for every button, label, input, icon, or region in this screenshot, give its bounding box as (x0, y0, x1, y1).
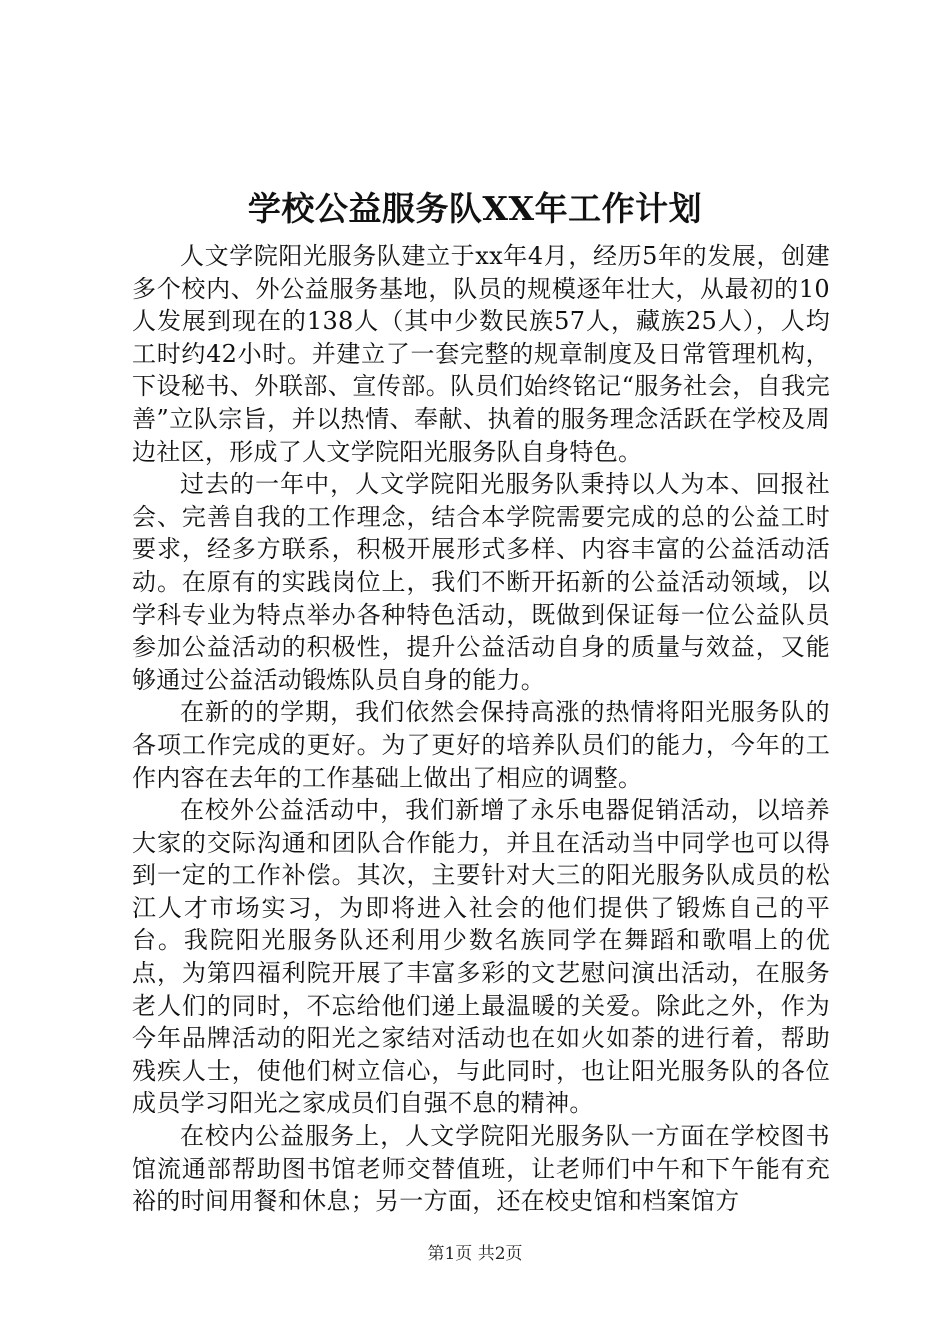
document-body (132, 240, 830, 1218)
document-title: 学校公益服务队XX年工作计划 (247, 189, 703, 228)
paragraph-2: 过去的一年中，人文学院阳光服务队秉持以人为本、回报社会、完善自我的工作理念，结合本学院需要完成的总的公益工时要求，经多方联系，积极开展形式多样、内容丰富的公益活动活动。在原有的实践岗位上，我们不断开拓新的公益活动领域，以学科专业为特点举办各种特色活动，既做到保证每一位公益队员参加公益活动的积极性，提升公益活动自身的质量与效益，又能够通过公益活动锻炼队员自身的能力。 (132, 470, 830, 694)
paragraph-1: 人文学院阳光服务队建立于xx年4月，经历5年的发展，创建多个校内、外公益服务基地，队员的规模逐年壮大，从最初的10人发展到现在的138人（其中少数民族57人，藏族25人），人均工时约42小时。并建立了一套完整的规章制度及日常管理机构，下设秘书、外联部、宣传部。队员们始终铭记“服务社会，自我完善”立队宗旨，并以热情、奉献、执着的服务理念活跃在学校及周边社区，形成了人文学院阳光服务队自身特色。 (132, 242, 830, 466)
paragraph-4: 在校外公益活动中，我们新增了永乐电器促销活动，以培养大家的交际沟通和团队合作能力，并且在活动当中同学也可以得到一定的工作补偿。其次，主要针对大三的阳光服务队成员的松江人才市场实习，为即将进入社会的他们提供了锻炼自己的平台。我院阳光服务队还利用少数名族同学在舞蹈和歌唱上的优点，为第四福利院开展了丰富多彩的文艺慰问演出活动，在服务老人们的同时，不忘给他们递上最温暖的关爱。除此之外，作为今年品牌活动的阳光之家结对活动也在如火如荼的进行着，帮助残疾人士，使他们树立信心，与此同时，也让阳光服务队的各位成员学习阳光之家成员们自强不息的精神。 (132, 796, 830, 1118)
paragraph-5: 在校内公益服务上，人文学院阳光服务队一方面在学校图书馆流通部帮助图书馆老师交替值班，让老师们中午和下午能有充裕的时间用餐和休息；另一方面，还在校史馆和档案馆方 (132, 1122, 830, 1216)
page-number-footer: 第1页 共2页 (427, 1244, 523, 1264)
paragraph-3: 在新的的学期，我们依然会保持高涨的热情将阳光服务队的各项工作完成的更好。为了更好的培养队员们的能力，今年的工作内容在去年的工作基础上做出了相应的调整。 (132, 698, 830, 792)
